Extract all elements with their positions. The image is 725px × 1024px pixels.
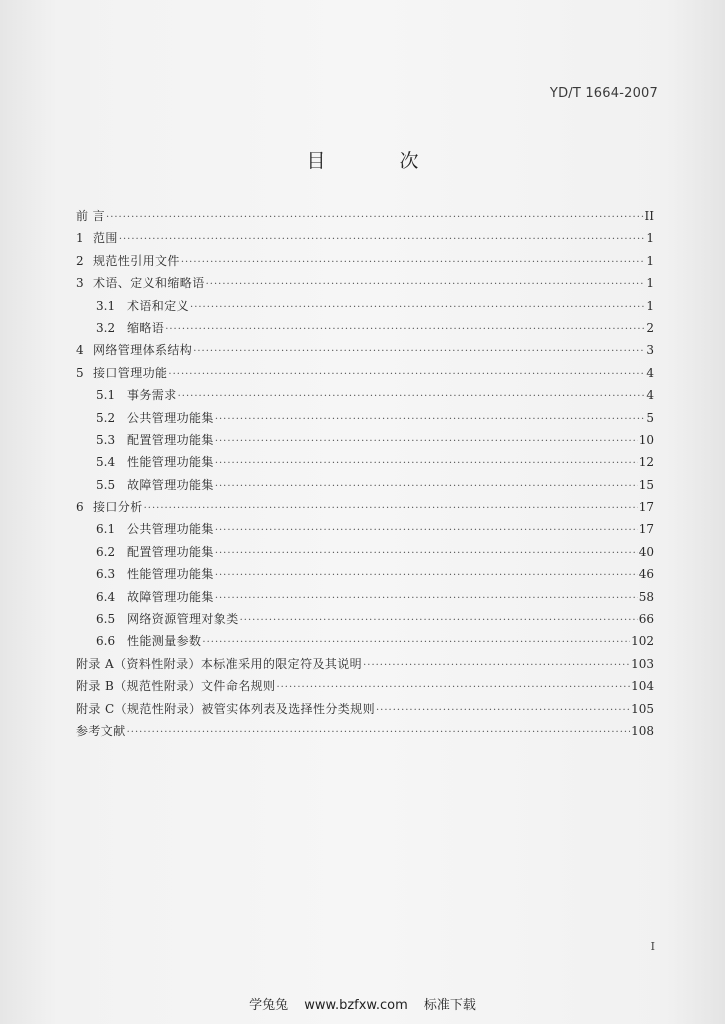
toc-entry-number: 5: [76, 365, 84, 380]
toc-entry[interactable]: [76, 384, 654, 406]
toc-entry[interactable]: [76, 205, 654, 227]
toc-entry-title: 参考文献: [76, 723, 126, 738]
toc-entry-number: 5.3: [96, 432, 116, 447]
toc-entry[interactable]: [76, 339, 654, 361]
toc-entry-page: 103: [631, 656, 654, 671]
toc-entry-title: 故障管理功能集: [127, 589, 214, 604]
toc-entry-page: 17: [638, 500, 654, 515]
toc-dot-leader: [168, 364, 645, 386]
toc-dot-leader: [202, 632, 630, 654]
toc-dot-leader: [106, 207, 644, 229]
page-folio: I: [650, 940, 655, 953]
toc-entry-title: 性能管理功能集: [127, 455, 214, 470]
watermark-url[interactable]: www.bzfxw.com: [304, 998, 408, 1013]
toc-dot-leader: [215, 453, 638, 475]
toc-entry-page: 108: [631, 723, 654, 738]
toc-entry[interactable]: [76, 496, 654, 518]
toc-entry-page: 15: [638, 477, 654, 492]
toc-dot-leader: [215, 476, 638, 498]
toc-dot-leader: [181, 252, 645, 274]
toc-dot-leader: [190, 297, 645, 319]
toc-entry-title: 故障管理功能集: [127, 477, 214, 492]
toc-entry[interactable]: [76, 630, 654, 652]
toc-entry-page: 3: [646, 343, 654, 358]
toc-entry[interactable]: [76, 563, 654, 585]
toc-title: 目 次: [306, 150, 453, 172]
toc-entry-title: 网络资源管理对象类: [127, 612, 239, 627]
standard-code: YD/T 1664-2007: [549, 86, 658, 101]
toc-entry-page: 1: [646, 276, 654, 291]
toc-entry-title: 配置管理功能集: [127, 544, 214, 559]
toc-dot-leader: [206, 274, 645, 296]
toc-entry[interactable]: [76, 586, 654, 608]
toc-entry[interactable]: [76, 227, 654, 249]
toc-entry[interactable]: [76, 250, 654, 272]
toc-entry-number: 6: [76, 500, 84, 515]
toc-entry-page: 46: [638, 567, 654, 582]
toc-entry-number: 3: [76, 276, 84, 291]
toc-entry-page: 4: [646, 365, 654, 380]
toc-entry-page: 1: [646, 231, 654, 246]
toc-entry-title: 性能测量参数: [127, 634, 202, 649]
toc-entry-title: 附录 B（规范性附录）文件命名规则: [76, 679, 276, 694]
toc-entry-title: 接口分析: [93, 500, 143, 515]
toc-entry-title: 公共管理功能集: [127, 410, 214, 425]
toc-entry-title: 范围: [93, 231, 118, 246]
toc-dot-leader: [178, 386, 645, 408]
toc-entry-title: 事务需求: [127, 388, 177, 403]
toc-entry-number: 6.1: [96, 522, 116, 537]
toc-dot-leader: [165, 319, 645, 341]
toc-entry-number: 2: [76, 253, 84, 268]
toc-entry-page: 58: [638, 589, 654, 604]
toc-entry-title: 术语和定义: [127, 298, 190, 313]
toc-entry-page: 5: [646, 410, 654, 425]
toc-entry[interactable]: [76, 272, 654, 294]
table-of-contents: [76, 205, 654, 742]
toc-entry-title: 配置管理功能集: [127, 432, 214, 447]
toc-entry-title: 公共管理功能集: [127, 522, 214, 537]
toc-entry-number: 3.2: [96, 320, 116, 335]
toc-entry-title: 缩略语: [127, 320, 165, 335]
toc-entry[interactable]: [76, 429, 654, 451]
toc-entry-title: 规范性引用文件: [93, 253, 180, 268]
toc-entry-number: 5.5: [96, 477, 116, 492]
toc-entry[interactable]: [76, 317, 654, 339]
toc-dot-leader: [215, 409, 645, 431]
toc-entry-page: 105: [631, 701, 654, 716]
toc-entry-page: 40: [638, 544, 654, 559]
toc-entry-page: 66: [638, 612, 654, 627]
toc-dot-leader: [127, 722, 630, 744]
toc-entry-number: 3.1: [96, 298, 116, 313]
toc-entry-title: 附录 A（资料性附录）本标准采用的限定符及其说明: [76, 656, 363, 671]
toc-entry-title: 术语、定义和缩略语: [93, 276, 205, 291]
toc-entry-page: 2: [646, 320, 654, 335]
toc-entry-number: 6.4: [96, 589, 116, 604]
toc-dot-leader: [215, 431, 638, 453]
watermark-tagline: 标准下载: [423, 998, 476, 1013]
watermark: [0, 994, 725, 1013]
toc-dot-leader: [215, 588, 638, 610]
toc-entry[interactable]: [76, 451, 654, 473]
toc-entry-number: 6.3: [96, 567, 116, 582]
toc-dot-leader: [193, 341, 645, 363]
toc-entry-title: 性能管理功能集: [127, 567, 214, 582]
toc-entry-page: 1: [646, 253, 654, 268]
watermark-site-name: 学兔兔: [249, 998, 289, 1013]
toc-dot-leader: [119, 229, 645, 251]
toc-dot-leader: [215, 520, 638, 542]
toc-entry-number: 6.5: [96, 612, 116, 627]
toc-dot-leader: [376, 700, 630, 722]
toc-entry[interactable]: [76, 653, 654, 675]
toc-entry[interactable]: [76, 407, 654, 429]
toc-dot-leader: [215, 565, 638, 587]
toc-entry-page: 10: [638, 432, 654, 447]
toc-dot-leader: [215, 543, 638, 565]
toc-dot-leader: [276, 677, 630, 699]
toc-entry-number: 6.6: [96, 634, 116, 649]
toc-entry[interactable]: [76, 720, 654, 742]
toc-dot-leader: [144, 498, 638, 520]
toc-entry-title: 前 言: [76, 209, 106, 223]
toc-entry-number: 4: [76, 343, 84, 358]
toc-entry-number: 5.1: [96, 388, 116, 403]
toc-entry-page: 17: [638, 522, 654, 537]
toc-dot-leader: [240, 610, 638, 632]
toc-entry-number: 6.2: [96, 544, 116, 559]
toc-entry-number: 1: [76, 231, 84, 246]
toc-entry[interactable]: [76, 675, 654, 697]
toc-entry-title: 网络管理体系结构: [93, 343, 193, 358]
toc-entry-title: 接口管理功能: [93, 365, 168, 380]
toc-entry-page: 102: [631, 634, 654, 649]
toc-entry[interactable]: [76, 541, 654, 563]
toc-dot-leader: [363, 655, 630, 677]
toc-entry[interactable]: [76, 608, 654, 630]
toc-entry-page: 104: [631, 679, 654, 694]
toc-entry[interactable]: [76, 518, 654, 540]
toc-entry-page: 1: [646, 298, 654, 313]
toc-entry[interactable]: [76, 474, 654, 496]
toc-entry-number: 5.4: [96, 455, 116, 470]
toc-entry[interactable]: [76, 362, 654, 384]
toc-entry-page: 12: [638, 455, 654, 470]
toc-entry-page: II: [644, 209, 654, 223]
toc-entry-page: 4: [646, 388, 654, 403]
toc-entry[interactable]: [76, 295, 654, 317]
toc-entry-number: 5.2: [96, 410, 116, 425]
toc-entry[interactable]: [76, 698, 654, 720]
toc-entry-title: 附录 C（规范性附录）被管实体列表及选择性分类规则: [76, 701, 375, 716]
